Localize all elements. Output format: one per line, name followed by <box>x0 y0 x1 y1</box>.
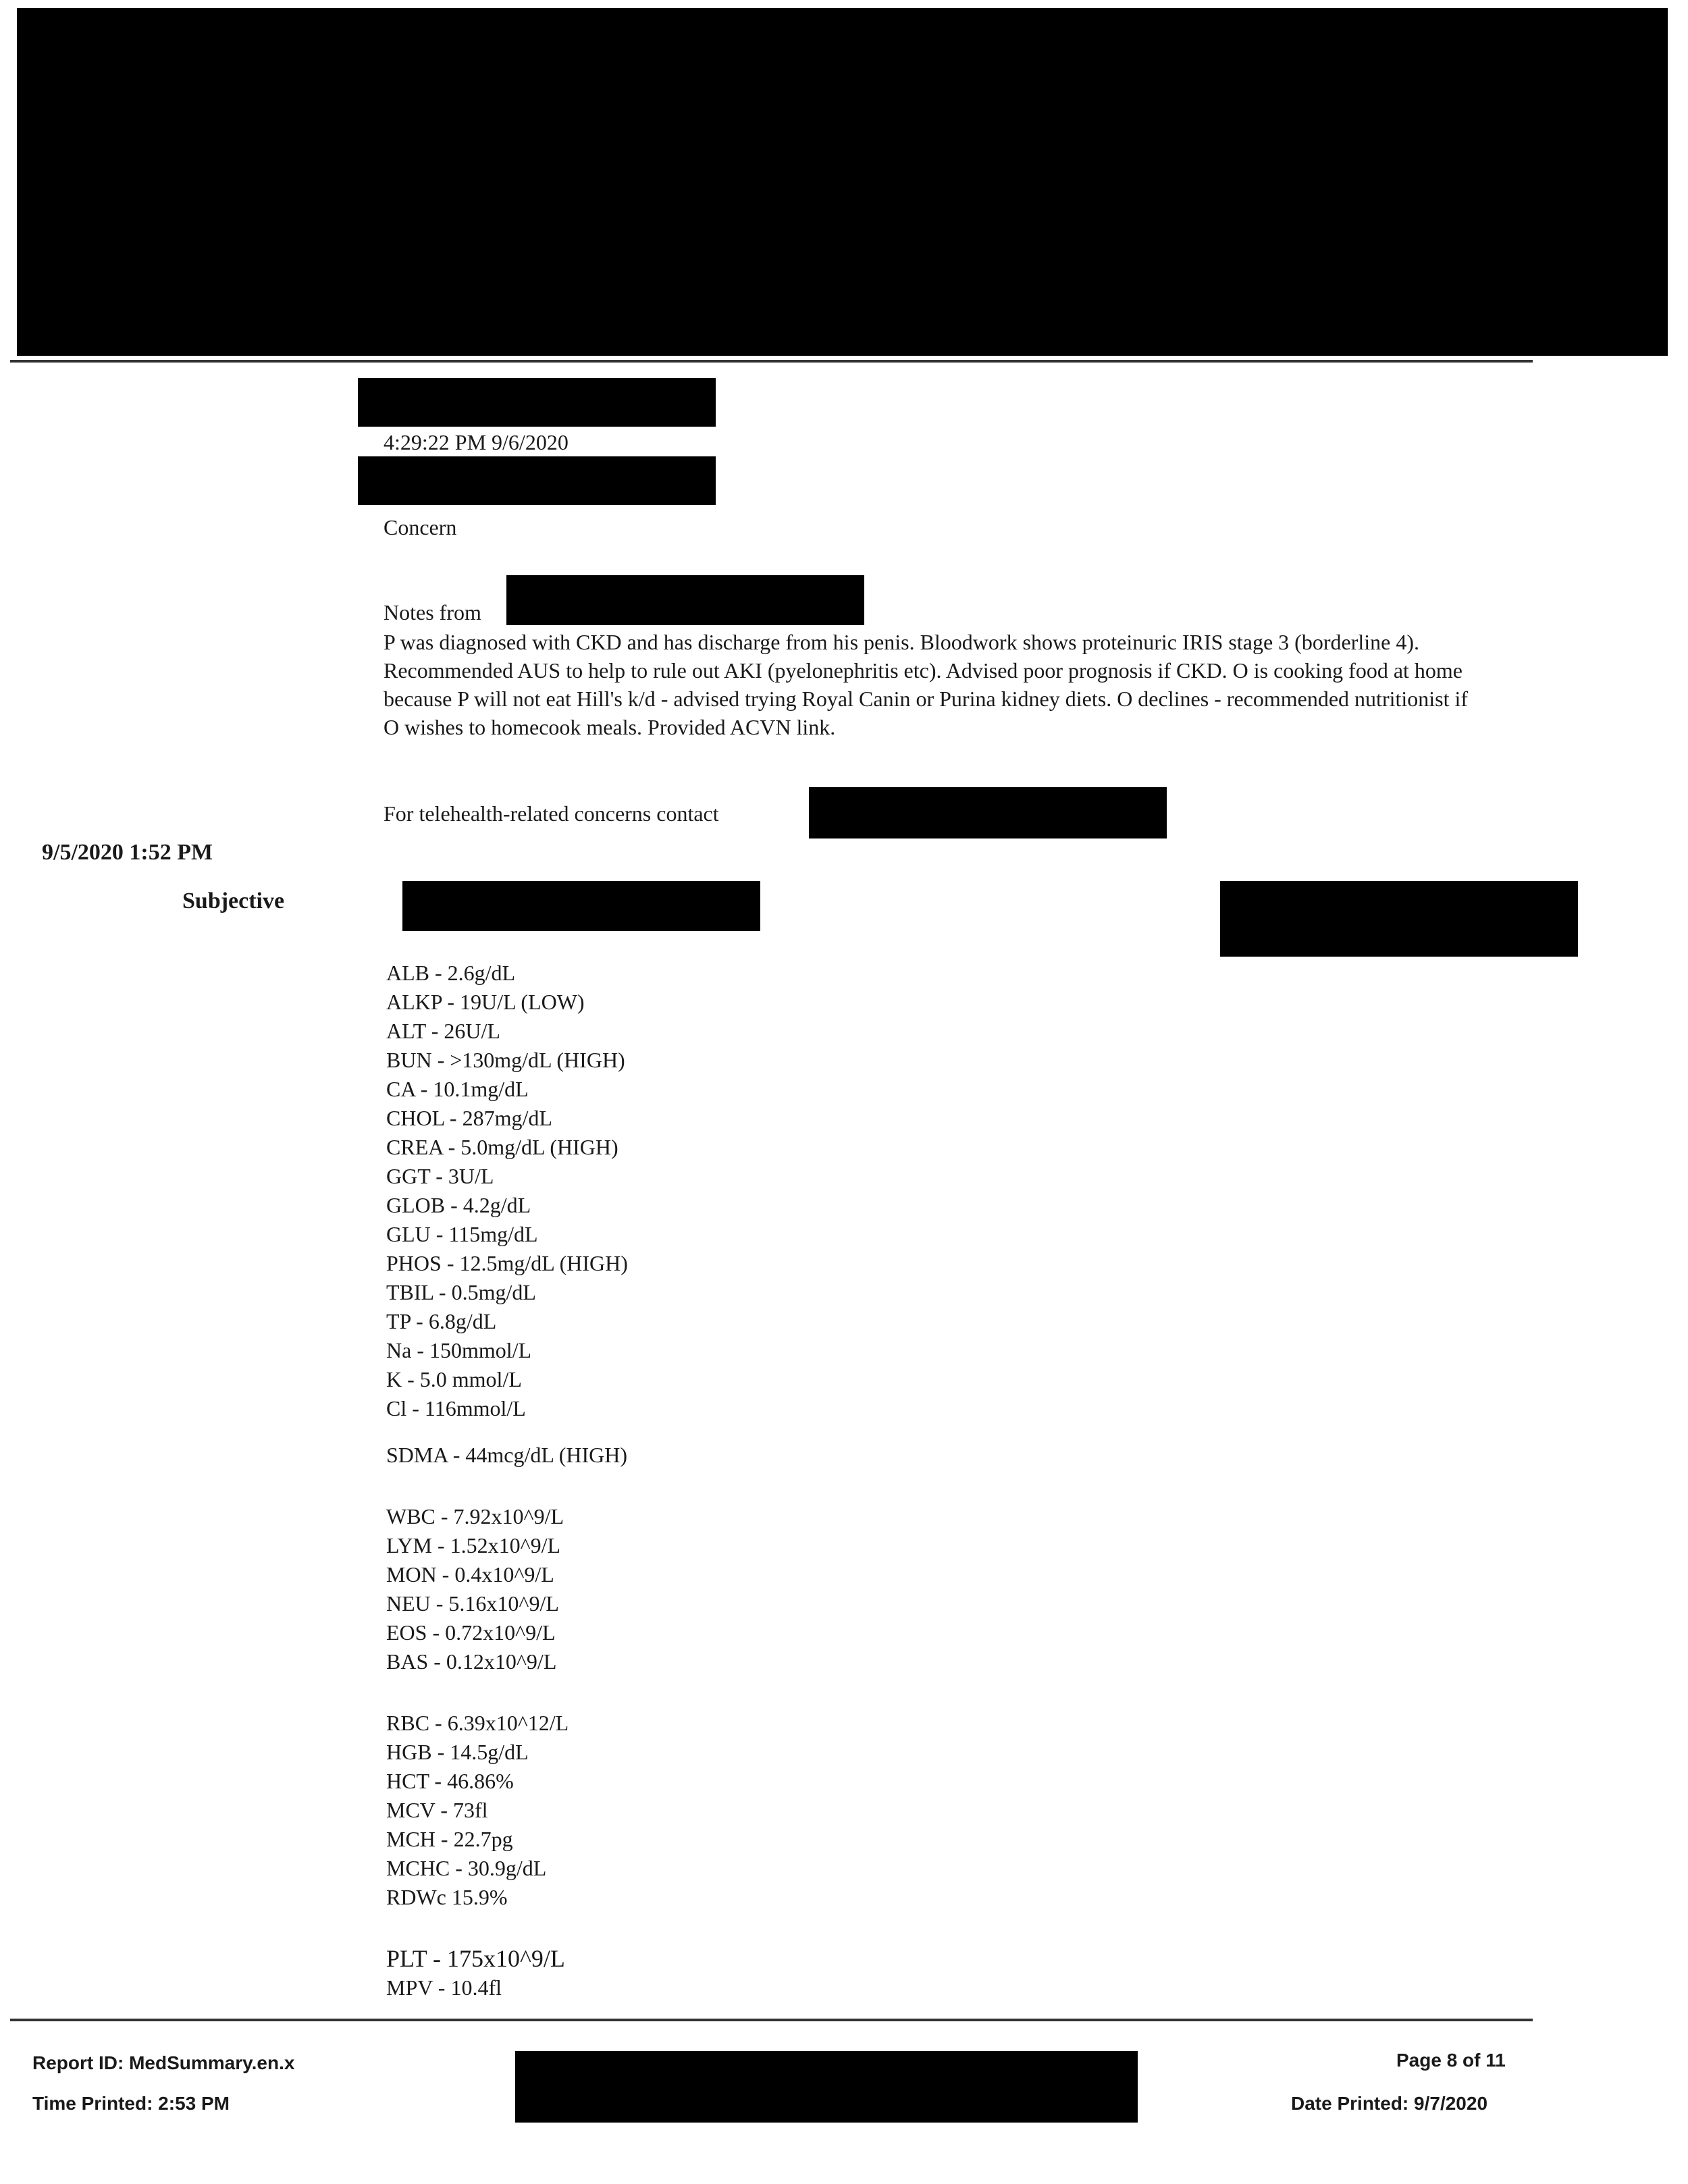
time-printed: Time Printed: 2:53 PM <box>32 2093 230 2114</box>
redacted-note-author <box>506 575 864 625</box>
date-printed: Date Printed: 9/7/2020 <box>1291 2093 1488 2114</box>
lab-line: PLT - 175x10^9/L <box>386 1945 565 1972</box>
lab-line: CA - 10.1mg/dL <box>386 1077 529 1101</box>
lab-line: CHOL - 287mg/dL <box>386 1106 552 1130</box>
lab-line: GGT - 3U/L <box>386 1164 494 1188</box>
header-divider <box>10 360 1533 363</box>
lab-line: WBC - 7.92x10^9/L <box>386 1504 564 1528</box>
lab-line: K - 5.0 mmol/L <box>386 1367 522 1391</box>
section-label: Subjective <box>182 888 285 913</box>
lab-line: HGB - 14.5g/dL <box>386 1740 529 1764</box>
lab-line: RDWc 15.9% <box>386 1885 508 1909</box>
note-timestamp: 4:29:22 PM 9/6/2020 <box>384 430 569 454</box>
notes-from-label: Notes from <box>384 600 481 624</box>
lab-line: PHOS - 12.5mg/dL (HIGH) <box>386 1251 628 1275</box>
lab-line: MPV - 10.4fl <box>386 1975 502 2000</box>
redacted-side-field <box>1220 881 1578 957</box>
lab-line: MCH - 22.7pg <box>386 1827 513 1851</box>
lab-line: ALB - 2.6g/dL <box>386 961 516 985</box>
lab-line: ALT - 26U/L <box>386 1019 500 1043</box>
lab-line: ALKP - 19U/L (LOW) <box>386 990 585 1014</box>
note-body: P was diagnosed with CKD and has discharge from his penis. Bloodwork shows proteinuric IRIS stage 3 (borderline 4). Recommended AUS to help to rule out AKI (pyelonephritis etc). Advised poor prognosis if CKD. O is cooking food at home because P will not eat Hill's k/d - advised trying Royal Canin or Purina kidney diets. O declines - recommended nutritionist if O wishes to homecook meals. Provided ACVN link. <box>384 630 1469 739</box>
lab-line: Cl - 116mmol/L <box>386 1396 526 1420</box>
lab-line: MCHC - 30.9g/dL <box>386 1856 547 1880</box>
redacted-footer <box>515 2051 1138 2123</box>
lab-line: TBIL - 0.5mg/dL <box>386 1280 536 1304</box>
redacted-field <box>358 456 716 505</box>
lab-line: LYM - 1.52x10^9/L <box>386 1533 561 1557</box>
footer-divider <box>10 2019 1533 2021</box>
redacted-header <box>17 8 1668 356</box>
redacted-author <box>358 378 716 427</box>
lab-line: TP - 6.8g/dL <box>386 1309 497 1333</box>
lab-line: Na - 150mmol/L <box>386 1338 532 1362</box>
telehealth-text: For telehealth-related concerns contact <box>384 801 719 826</box>
redacted-subjective-field <box>402 881 760 931</box>
lab-line: MCV - 73fl <box>386 1798 488 1822</box>
lab-line: GLOB - 4.2g/dL <box>386 1193 531 1217</box>
lab-line: HCT - 46.86% <box>386 1769 514 1793</box>
report-id: Report ID: MedSummary.en.x <box>32 2052 295 2073</box>
lab-line: EOS - 0.72x10^9/L <box>386 1620 556 1645</box>
lab-line: BUN - >130mg/dL (HIGH) <box>386 1048 625 1072</box>
lab-results <box>386 959 628 2002</box>
redacted-contact <box>809 787 1167 838</box>
lab-line: CREA - 5.0mg/dL (HIGH) <box>386 1135 618 1159</box>
lab-line: NEU - 5.16x10^9/L <box>386 1591 559 1616</box>
lab-line: MON - 0.4x10^9/L <box>386 1562 554 1587</box>
lab-line: BAS - 0.12x10^9/L <box>386 1649 557 1674</box>
entry-date: 9/5/2020 1:52 PM <box>42 840 213 865</box>
lab-line: SDMA - 44mcg/dL (HIGH) <box>386 1443 627 1467</box>
page-number: Page 8 of 11 <box>1396 2050 1506 2071</box>
lab-line: RBC - 6.39x10^12/L <box>386 1711 569 1735</box>
lab-line: GLU - 115mg/dL <box>386 1222 538 1246</box>
concern-label: Concern <box>384 515 457 539</box>
